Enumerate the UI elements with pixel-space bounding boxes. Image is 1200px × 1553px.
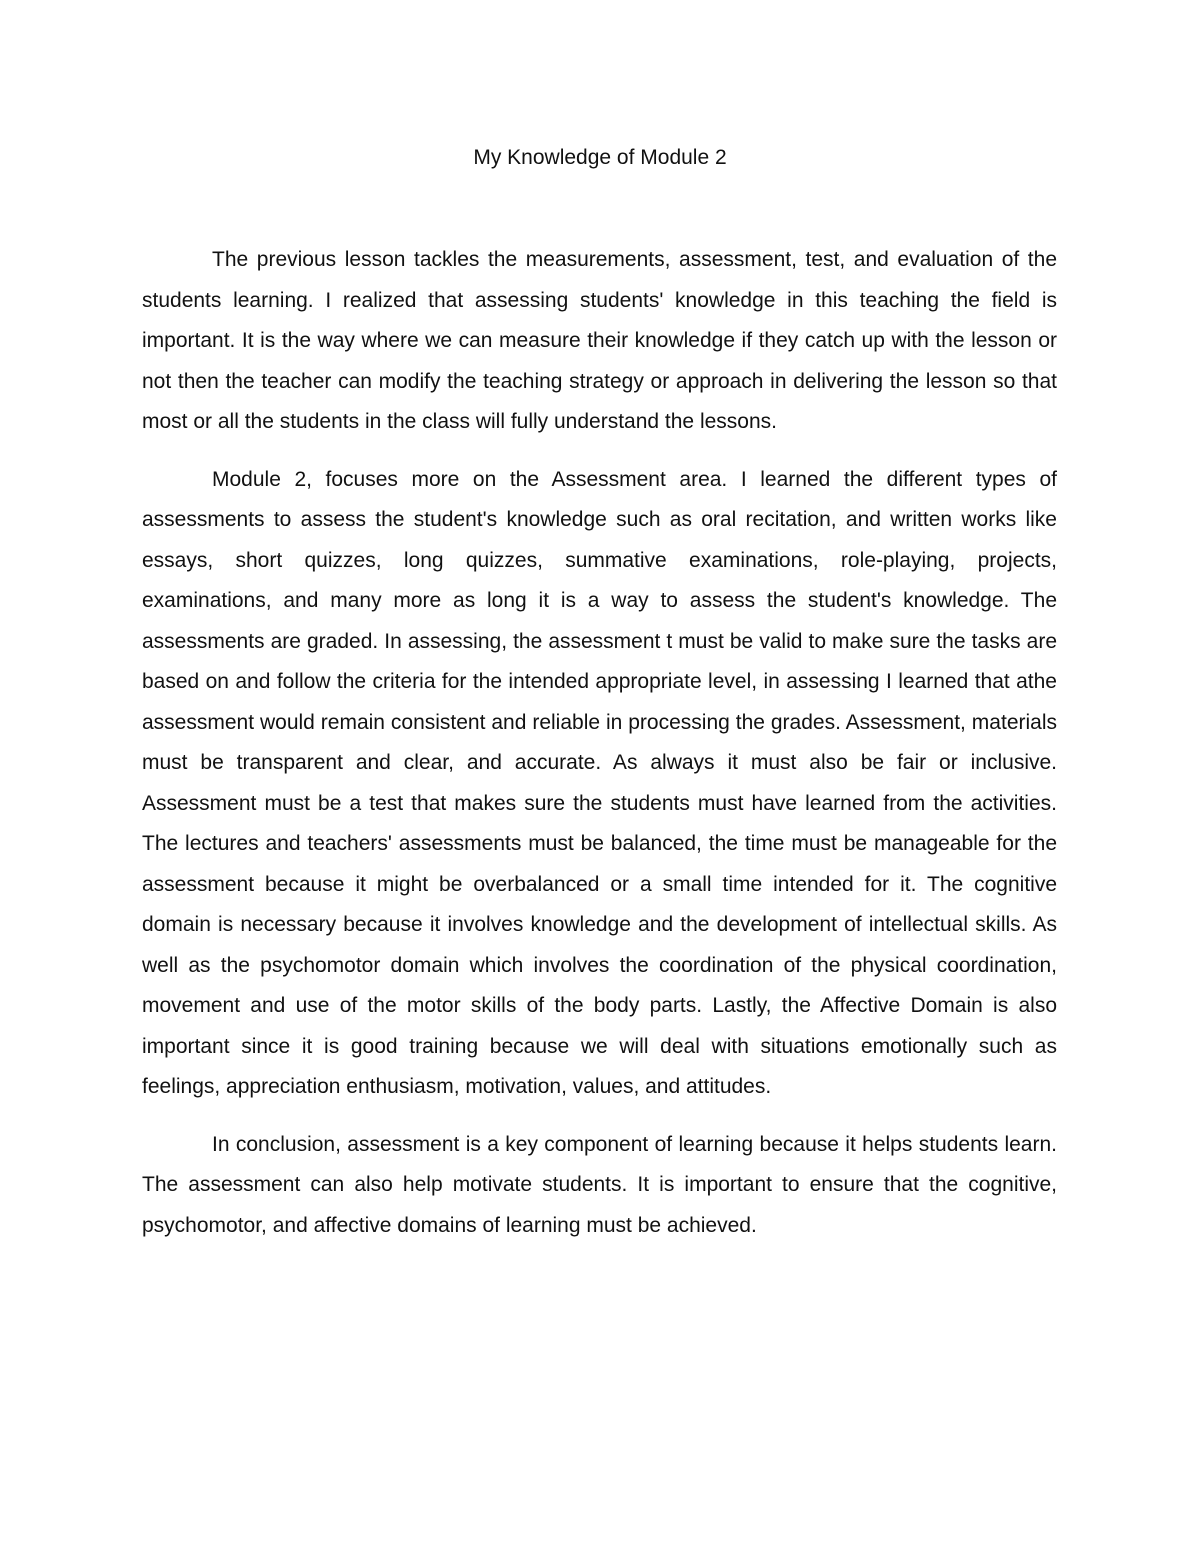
paragraph-intro: The previous lesson tackles the measurements, assessment, test, and evaluation of the students learning. I realized that assessing students' knowledge in this teaching the field is important. It is the way where we can measure their knowledge if they catch up with the lesson or not then the teacher can modify the teaching strategy or approach in delivering the lesson so that most or all the students in the class will fully understand the lessons.: [142, 248, 1057, 433]
document-title: My Knowledge of Module 2: [473, 146, 727, 169]
paragraph-module-2: Module 2, focuses more on the Assessment area. I learned the different types of assessments to assess the student's knowledge such as oral recitation, and written works like essays, short quizzes, long quizzes, summative examinations, role-playing, projects, examinations, and many more as long it is a way to assess the student's knowledge. The assessments are graded. In assessing, the assessment t must be valid to make sure the tasks are based on and follow the criteria for the intended appropriate level, in assessing I learned that athe assessment would remain consistent and reliable in processing the grades. Assessment, materials must be transparent and clear, and accurate. As always it must also be fair or inclusive. Assessment must be a test that makes sure the students must have learned from the activities. The lectures and teachers' assessments must be balanced, the time must be manageable for the assessment because it might be overbalanced or a small time intended for it. The cognitive domain is necessary because it involves knowledge and the development of intellectual skills. As well as the psychomotor domain which involves the coordination of the physical coordination, movement and use of the motor skills of the body parts. Lastly, the Affective Domain is also important since it is good training because we will deal with situations emotionally such as feelings, appreciation enthusiasm, motivation, values, and attitudes.: [142, 467, 1057, 1098]
paragraph-conclusion: In conclusion, assessment is a key component of learning because it helps students learn. The assessment can also help motivate students. It is important to ensure that the cognitive, psychomotor, and affective domains of learning must be achieved.: [142, 1132, 1057, 1237]
document-body: [142, 240, 1057, 1263]
